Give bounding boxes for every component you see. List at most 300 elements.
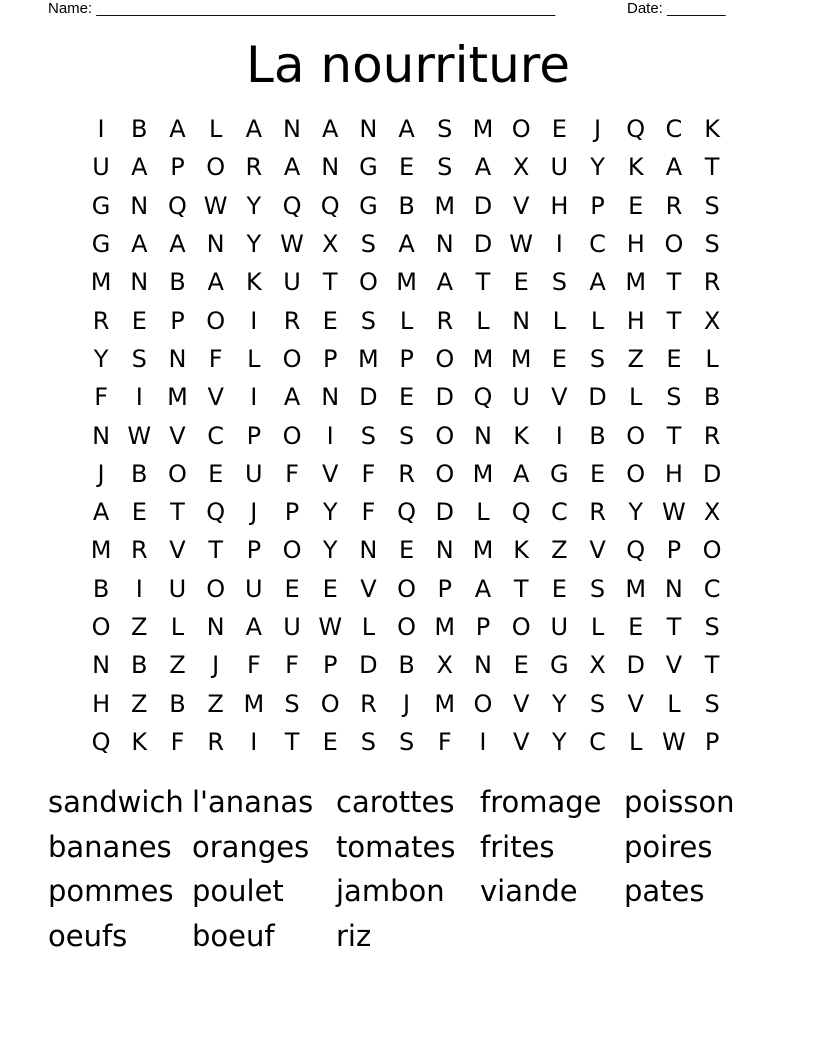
grid-letter[interactable]: A bbox=[245, 115, 263, 144]
word-bank-item: poisson bbox=[624, 785, 735, 819]
grid-letter[interactable]: S bbox=[589, 574, 606, 603]
grid-letter[interactable]: V bbox=[512, 689, 530, 718]
grid-letter[interactable]: S bbox=[284, 689, 300, 718]
word-bank-item: riz bbox=[336, 918, 372, 953]
grid-letter[interactable]: Q bbox=[473, 383, 493, 412]
grid-letter[interactable]: I bbox=[250, 727, 258, 756]
grid-letter[interactable]: M bbox=[472, 536, 494, 565]
grid-letter[interactable]: P bbox=[246, 536, 262, 565]
grid-letter[interactable]: L bbox=[476, 498, 490, 527]
grid-letter[interactable]: N bbox=[664, 574, 683, 603]
word-bank-item: poulet bbox=[192, 874, 284, 908]
grid-letter[interactable]: X bbox=[512, 153, 530, 182]
grid-letter[interactable]: T bbox=[666, 306, 682, 335]
grid-letter[interactable]: A bbox=[398, 115, 415, 144]
grid-letter[interactable]: D bbox=[359, 651, 378, 680]
grid-letter[interactable]: Q bbox=[168, 191, 187, 220]
grid-letter[interactable]: A bbox=[398, 230, 415, 259]
grid-letter[interactable]: S bbox=[704, 613, 720, 641]
grid-letter[interactable]: N bbox=[206, 613, 225, 641]
grid-letter[interactable]: A bbox=[512, 459, 530, 488]
grid-letter[interactable]: G bbox=[550, 651, 569, 680]
grid-letter[interactable]: Y bbox=[322, 536, 338, 565]
grid-letter[interactable]: Q bbox=[626, 536, 646, 565]
grid-letter[interactable]: N bbox=[435, 536, 454, 565]
grid-letter[interactable]: J bbox=[403, 689, 411, 718]
grid-letter[interactable]: E bbox=[513, 268, 529, 297]
grid-letter[interactable]: O bbox=[473, 689, 493, 718]
grid-letter[interactable]: S bbox=[131, 344, 147, 373]
grid-letter[interactable]: Y bbox=[322, 498, 338, 527]
grid-letter[interactable]: R bbox=[283, 306, 301, 335]
grid-letter[interactable]: R bbox=[589, 498, 606, 527]
grid-letter[interactable]: B bbox=[703, 383, 721, 412]
grid-letter[interactable]: M bbox=[625, 574, 647, 603]
grid-letter[interactable]: N bbox=[359, 115, 378, 144]
grid-letter[interactable]: P bbox=[170, 306, 185, 335]
grid-letter[interactable]: K bbox=[513, 536, 530, 565]
grid-letter[interactable]: O bbox=[435, 421, 455, 450]
grid-letter[interactable]: A bbox=[322, 115, 339, 144]
grid-letter[interactable]: T bbox=[475, 268, 491, 297]
grid-letter[interactable]: A bbox=[283, 153, 301, 182]
grid-letter[interactable]: V bbox=[322, 459, 339, 488]
grid-letter[interactable]: E bbox=[399, 153, 415, 182]
grid-letter[interactable]: O bbox=[397, 613, 417, 641]
grid-letter[interactable]: I bbox=[250, 383, 258, 412]
grid-letter[interactable]: A bbox=[207, 268, 224, 297]
grid-letter[interactable]: E bbox=[551, 115, 567, 144]
grid-letter[interactable]: B bbox=[131, 459, 148, 488]
grid-letter[interactable]: O bbox=[282, 344, 302, 373]
grid-letter[interactable]: F bbox=[361, 459, 376, 488]
word-bank-item: pates bbox=[624, 874, 705, 908]
grid-letter[interactable]: S bbox=[437, 153, 453, 182]
grid-letter[interactable]: E bbox=[551, 574, 567, 603]
grid-letter[interactable]: F bbox=[285, 651, 299, 680]
grid-letter[interactable]: V bbox=[207, 383, 224, 412]
grid-letter[interactable]: N bbox=[92, 421, 111, 450]
grid-letter[interactable]: L bbox=[629, 727, 643, 756]
grid-letter[interactable]: T bbox=[704, 153, 720, 182]
grid-letter[interactable]: G bbox=[359, 153, 378, 182]
grid-letter[interactable]: S bbox=[704, 230, 720, 259]
grid-letter[interactable]: G bbox=[91, 191, 111, 220]
grid-letter[interactable]: Z bbox=[551, 536, 568, 565]
grid-letter[interactable]: A bbox=[436, 268, 453, 297]
grid-letter[interactable]: T bbox=[322, 268, 338, 297]
grid-letter[interactable]: B bbox=[398, 651, 415, 680]
grid-letter[interactable]: N bbox=[359, 536, 378, 565]
grid-letter[interactable]: R bbox=[703, 421, 721, 450]
grid-letter[interactable]: X bbox=[703, 306, 721, 335]
grid-letter[interactable]: O bbox=[626, 421, 646, 450]
grid-letter[interactable]: H bbox=[626, 230, 645, 259]
grid-letter[interactable]: M bbox=[243, 689, 265, 718]
grid-letter[interactable]: S bbox=[437, 115, 453, 144]
grid-letter[interactable]: W bbox=[662, 727, 686, 756]
grid-letter[interactable]: U bbox=[512, 383, 530, 412]
grid-letter[interactable]: A bbox=[131, 153, 148, 182]
grid-letter[interactable]: K bbox=[704, 115, 720, 144]
grid-letter[interactable]: L bbox=[590, 613, 605, 641]
grid-letter[interactable]: A bbox=[169, 115, 186, 144]
grid-letter[interactable]: F bbox=[94, 383, 108, 412]
grid-letter[interactable]: W bbox=[318, 613, 343, 641]
word-bank-item: l'ananas bbox=[192, 785, 314, 819]
grid-letter[interactable]: D bbox=[435, 383, 455, 412]
grid-letter[interactable]: P bbox=[437, 574, 453, 603]
grid-letter[interactable]: Y bbox=[552, 689, 567, 718]
grid-letter[interactable]: R bbox=[92, 306, 110, 335]
grid-letter[interactable]: E bbox=[284, 574, 300, 603]
grid-letter[interactable]: O bbox=[206, 153, 226, 182]
grid-letter[interactable]: W bbox=[127, 421, 152, 450]
grid-letter[interactable]: L bbox=[552, 306, 567, 335]
grid-letter[interactable]: E bbox=[322, 727, 338, 756]
grid-letter[interactable]: L bbox=[399, 306, 414, 335]
grid-letter[interactable]: V bbox=[512, 727, 530, 756]
grid-letter[interactable]: H bbox=[92, 689, 111, 718]
word-bank-item: tomates bbox=[336, 829, 456, 864]
grid-letter[interactable]: T bbox=[666, 421, 682, 450]
grid-letter[interactable]: Q bbox=[206, 498, 226, 527]
grid-letter[interactable]: T bbox=[704, 651, 720, 680]
grid-letter[interactable]: O bbox=[168, 459, 187, 488]
grid-letter[interactable]: S bbox=[398, 421, 415, 450]
grid-letter[interactable]: O bbox=[91, 613, 111, 641]
grid-letter[interactable]: S bbox=[704, 191, 720, 220]
grid-letter[interactable]: O bbox=[435, 459, 455, 488]
grid-letter[interactable]: M bbox=[625, 268, 647, 297]
grid-letter[interactable]: N bbox=[130, 268, 149, 297]
grid-letter[interactable]: Z bbox=[131, 689, 148, 718]
grid-letter[interactable]: Y bbox=[246, 230, 262, 259]
grid-letter[interactable]: B bbox=[169, 689, 186, 718]
grid-letter[interactable]: P bbox=[666, 536, 682, 565]
grid-letter[interactable]: E bbox=[399, 536, 415, 565]
grid-letter[interactable]: K bbox=[245, 268, 262, 297]
grid-letter[interactable]: B bbox=[169, 268, 186, 297]
grid-letter[interactable]: V bbox=[665, 651, 683, 680]
grid-letter[interactable]: C bbox=[665, 115, 683, 144]
grid-letter[interactable]: V bbox=[360, 574, 377, 603]
word-bank-item: jambon bbox=[336, 874, 445, 908]
grid-letter[interactable]: Z bbox=[207, 689, 224, 718]
word-bank-item: carottes bbox=[336, 785, 455, 819]
grid-letter[interactable]: S bbox=[589, 344, 606, 373]
grid-letter[interactable]: G bbox=[359, 191, 378, 220]
grid-letter[interactable]: M bbox=[472, 459, 494, 488]
grid-letter[interactable]: L bbox=[629, 383, 643, 412]
grid-letter[interactable]: D bbox=[473, 230, 493, 259]
grid-letter[interactable]: E bbox=[322, 574, 338, 603]
grid-letter[interactable]: A bbox=[589, 268, 606, 297]
grid-letter[interactable]: M bbox=[472, 115, 494, 144]
grid-letter[interactable]: B bbox=[398, 191, 415, 220]
grid-letter[interactable]: D bbox=[626, 651, 645, 680]
grid-letter[interactable]: C bbox=[589, 727, 606, 756]
grid-letter[interactable]: O bbox=[358, 268, 378, 297]
grid-letter[interactable]: L bbox=[705, 344, 719, 373]
grid-letter[interactable]: Z bbox=[627, 344, 644, 373]
grid-letter[interactable]: I bbox=[135, 574, 143, 603]
grid-letter[interactable]: Q bbox=[397, 498, 417, 527]
grid-letter[interactable]: X bbox=[436, 651, 453, 680]
grid-letter[interactable]: Y bbox=[246, 191, 262, 220]
grid-letter[interactable]: L bbox=[170, 613, 185, 641]
grid-letter[interactable]: F bbox=[437, 727, 452, 756]
grid-letter[interactable]: U bbox=[550, 153, 569, 182]
grid-letter[interactable]: R bbox=[703, 268, 721, 297]
grid-letter[interactable]: T bbox=[666, 268, 682, 297]
grid-letter[interactable]: W bbox=[662, 498, 686, 527]
grid-letter[interactable]: U bbox=[92, 153, 110, 182]
grid-letter[interactable]: M bbox=[434, 613, 456, 641]
grid-letter[interactable]: T bbox=[170, 498, 185, 527]
grid-letter[interactable]: Y bbox=[93, 344, 109, 373]
grid-letter[interactable]: O bbox=[320, 689, 340, 718]
grid-letter[interactable]: N bbox=[512, 306, 531, 335]
grid-letter[interactable]: P bbox=[322, 651, 338, 680]
grid-letter[interactable]: E bbox=[628, 191, 644, 220]
grid-letter[interactable]: W bbox=[280, 230, 304, 259]
grid-letter[interactable]: W bbox=[203, 191, 228, 220]
grid-letter[interactable]: H bbox=[664, 459, 683, 488]
grid-letter[interactable]: O bbox=[626, 459, 646, 488]
grid-letter[interactable]: R bbox=[398, 459, 415, 488]
grid-letter[interactable]: O bbox=[511, 613, 531, 641]
grid-letter[interactable]: R bbox=[245, 153, 263, 182]
grid-letter[interactable]: M bbox=[396, 268, 417, 297]
grid-letter[interactable]: Y bbox=[628, 498, 644, 527]
grid-letter[interactable]: L bbox=[590, 306, 605, 335]
grid-letter[interactable]: A bbox=[92, 498, 110, 527]
grid-letter[interactable]: S bbox=[360, 306, 377, 335]
grid-letter[interactable]: O bbox=[397, 574, 417, 603]
grid-letter[interactable]: P bbox=[322, 344, 338, 373]
grid-letter[interactable]: Q bbox=[91, 727, 111, 756]
grid-letter[interactable]: T bbox=[208, 536, 223, 565]
grid-letter[interactable]: I bbox=[250, 306, 258, 335]
grid-letter[interactable]: N bbox=[473, 421, 492, 450]
grid-letter[interactable]: L bbox=[208, 115, 223, 144]
grid-letter[interactable]: O bbox=[206, 574, 226, 603]
grid-letter[interactable]: A bbox=[665, 153, 683, 182]
grid-letter[interactable]: B bbox=[92, 574, 110, 603]
grid-letter[interactable]: D bbox=[435, 498, 455, 527]
grid-letter[interactable]: R bbox=[360, 689, 377, 718]
grid-letter[interactable]: N bbox=[92, 651, 111, 680]
grid-letter[interactable]: B bbox=[131, 651, 148, 680]
grid-letter[interactable]: E bbox=[322, 306, 338, 335]
grid-letter[interactable]: V bbox=[589, 536, 606, 565]
grid-letter[interactable]: S bbox=[589, 689, 606, 718]
grid-letter[interactable]: N bbox=[321, 153, 340, 182]
grid-letter[interactable]: A bbox=[169, 230, 186, 259]
grid-letter[interactable]: M bbox=[434, 689, 456, 718]
grid-letter[interactable]: G bbox=[550, 459, 569, 488]
grid-letter[interactable]: Z bbox=[169, 651, 186, 680]
grid-letter[interactable]: E bbox=[513, 651, 529, 680]
grid-letter[interactable]: E bbox=[666, 344, 682, 373]
grid-letter[interactable]: O bbox=[282, 421, 302, 450]
grid-letter[interactable]: A bbox=[245, 613, 263, 641]
grid-letter[interactable]: P bbox=[704, 727, 720, 756]
grid-letter[interactable]: R bbox=[130, 536, 148, 565]
grid-letter[interactable]: V bbox=[551, 383, 568, 412]
grid-letter[interactable]: P bbox=[475, 613, 491, 641]
grid-letter[interactable]: E bbox=[551, 344, 567, 373]
grid-letter[interactable]: V bbox=[627, 689, 644, 718]
grid-letter[interactable]: V bbox=[169, 536, 186, 565]
grid-letter[interactable]: T bbox=[284, 727, 300, 756]
grid-letter[interactable]: U bbox=[245, 574, 263, 603]
grid-letter[interactable]: M bbox=[434, 191, 456, 220]
grid-letter[interactable]: W bbox=[509, 230, 534, 259]
grid-letter[interactable]: I bbox=[555, 230, 563, 259]
grid-letter[interactable]: H bbox=[550, 191, 569, 220]
grid-letter[interactable]: V bbox=[169, 421, 186, 450]
grid-letter[interactable]: J bbox=[593, 115, 602, 144]
grid-letter[interactable]: N bbox=[473, 651, 492, 680]
grid-letter[interactable]: Q bbox=[511, 498, 531, 527]
grid-letter[interactable]: Q bbox=[626, 115, 646, 144]
grid-letter[interactable]: M bbox=[510, 344, 532, 373]
grid-letter[interactable]: I bbox=[555, 421, 563, 450]
grid-letter[interactable]: U bbox=[283, 613, 301, 641]
grid-letter[interactable]: T bbox=[513, 574, 529, 603]
grid-letter[interactable]: J bbox=[212, 651, 220, 680]
grid-letter[interactable]: M bbox=[358, 344, 379, 373]
grid-letter[interactable]: P bbox=[284, 498, 300, 527]
grid-letter[interactable]: B bbox=[589, 421, 606, 450]
grid-letter[interactable]: K bbox=[131, 727, 148, 756]
grid-letter[interactable]: B bbox=[131, 115, 148, 144]
grid-letter[interactable]: E bbox=[131, 306, 147, 335]
grid-letter[interactable]: M bbox=[472, 344, 494, 373]
grid-letter[interactable]: X bbox=[703, 498, 721, 527]
grid-letter[interactable]: I bbox=[135, 383, 143, 412]
grid-letter[interactable]: O bbox=[702, 536, 722, 565]
grid-letter[interactable]: N bbox=[321, 383, 340, 412]
grid-letter[interactable]: P bbox=[170, 153, 185, 182]
grid-letter[interactable]: L bbox=[361, 613, 376, 641]
word-bank-item: frites bbox=[480, 829, 555, 864]
grid-letter[interactable]: N bbox=[283, 115, 301, 144]
grid-letter[interactable]: N bbox=[168, 344, 187, 373]
grid-letter[interactable]: N bbox=[130, 191, 149, 220]
grid-letter[interactable]: S bbox=[666, 383, 682, 412]
grid-letter[interactable]: E bbox=[628, 613, 644, 641]
grid-letter[interactable]: R bbox=[665, 191, 683, 220]
grid-letter[interactable]: L bbox=[667, 689, 681, 718]
grid-letter[interactable]: L bbox=[476, 306, 490, 335]
grid-letter[interactable]: F bbox=[361, 498, 376, 527]
grid-letter[interactable]: R bbox=[436, 306, 454, 335]
grid-letter[interactable]: F bbox=[246, 651, 261, 680]
grid-letter[interactable]: S bbox=[398, 727, 415, 756]
grid-letter[interactable]: C bbox=[207, 421, 225, 450]
grid-letter[interactable]: S bbox=[360, 421, 377, 450]
grid-letter[interactable]: M bbox=[90, 268, 112, 297]
grid-letter[interactable]: U bbox=[168, 574, 187, 603]
grid-letter[interactable]: H bbox=[626, 306, 645, 335]
grid-letter[interactable]: O bbox=[206, 306, 226, 335]
grid-letter[interactable]: D bbox=[359, 383, 378, 412]
grid-letter[interactable]: K bbox=[627, 153, 644, 182]
grid-letter[interactable]: C bbox=[550, 498, 568, 527]
grid-letter[interactable]: E bbox=[399, 383, 415, 412]
grid-letter[interactable]: U bbox=[245, 459, 263, 488]
grid-letter[interactable]: F bbox=[170, 727, 185, 756]
grid-letter[interactable]: D bbox=[702, 459, 722, 488]
word-bank-item: poires bbox=[624, 829, 713, 864]
grid-letter[interactable]: Q bbox=[282, 191, 302, 220]
grid-letter[interactable]: O bbox=[664, 230, 684, 259]
grid-letter[interactable]: M bbox=[167, 383, 188, 412]
grid-letter[interactable]: L bbox=[247, 344, 261, 373]
grid-letter[interactable]: X bbox=[589, 651, 606, 680]
grid-letter[interactable]: E bbox=[208, 459, 224, 488]
grid-letter[interactable]: O bbox=[511, 115, 531, 144]
grid-letter[interactable]: F bbox=[285, 459, 299, 488]
grid-letter[interactable]: Q bbox=[320, 191, 340, 220]
grid-letter[interactable]: U bbox=[283, 268, 301, 297]
grid-letter[interactable]: V bbox=[512, 191, 530, 220]
grid-letter[interactable]: I bbox=[479, 727, 487, 756]
grid-letter[interactable]: I bbox=[97, 115, 105, 144]
grid-letter[interactable]: N bbox=[435, 230, 454, 259]
grid-letter[interactable]: P bbox=[246, 421, 262, 450]
grid-letter[interactable]: J bbox=[97, 459, 105, 488]
grid-letter[interactable]: M bbox=[90, 536, 112, 565]
grid-letter[interactable]: E bbox=[131, 498, 147, 527]
grid-letter[interactable]: D bbox=[588, 383, 607, 412]
grid-letter[interactable]: Y bbox=[590, 153, 605, 182]
grid-letter[interactable]: E bbox=[589, 459, 606, 488]
grid-letter[interactable]: O bbox=[282, 536, 302, 565]
grid-letter[interactable]: D bbox=[473, 191, 493, 220]
grid-letter[interactable]: G bbox=[91, 230, 111, 259]
grid-letter[interactable]: P bbox=[399, 344, 414, 373]
grid-letter[interactable]: A bbox=[131, 230, 148, 259]
grid-letter[interactable]: U bbox=[550, 613, 569, 641]
grid-letter[interactable]: A bbox=[283, 383, 301, 412]
grid-letter[interactable]: R bbox=[207, 727, 224, 756]
grid-letter[interactable]: C bbox=[703, 574, 721, 603]
grid-letter[interactable]: C bbox=[589, 230, 606, 259]
grid-letter[interactable]: F bbox=[208, 344, 223, 373]
grid-letter[interactable]: A bbox=[474, 574, 492, 603]
grid-letter[interactable]: S bbox=[360, 727, 377, 756]
grid-letter[interactable]: Z bbox=[131, 613, 148, 641]
grid-letter[interactable]: J bbox=[250, 498, 258, 527]
grid-letter[interactable]: P bbox=[590, 191, 605, 220]
grid-letter[interactable]: K bbox=[513, 421, 530, 450]
grid-letter[interactable]: S bbox=[704, 689, 720, 718]
grid-letter[interactable]: X bbox=[321, 230, 339, 259]
grid-letter[interactable]: A bbox=[474, 153, 492, 182]
grid-letter[interactable]: I bbox=[326, 421, 334, 450]
grid-letter[interactable]: O bbox=[435, 344, 455, 373]
grid-letter[interactable]: S bbox=[360, 230, 377, 259]
grid-letter[interactable]: Y bbox=[552, 727, 567, 756]
grid-letter[interactable]: N bbox=[206, 230, 225, 259]
grid-letter[interactable]: T bbox=[666, 613, 682, 641]
grid-letter[interactable]: S bbox=[551, 268, 567, 297]
word-bank-item: sandwich bbox=[48, 785, 184, 819]
